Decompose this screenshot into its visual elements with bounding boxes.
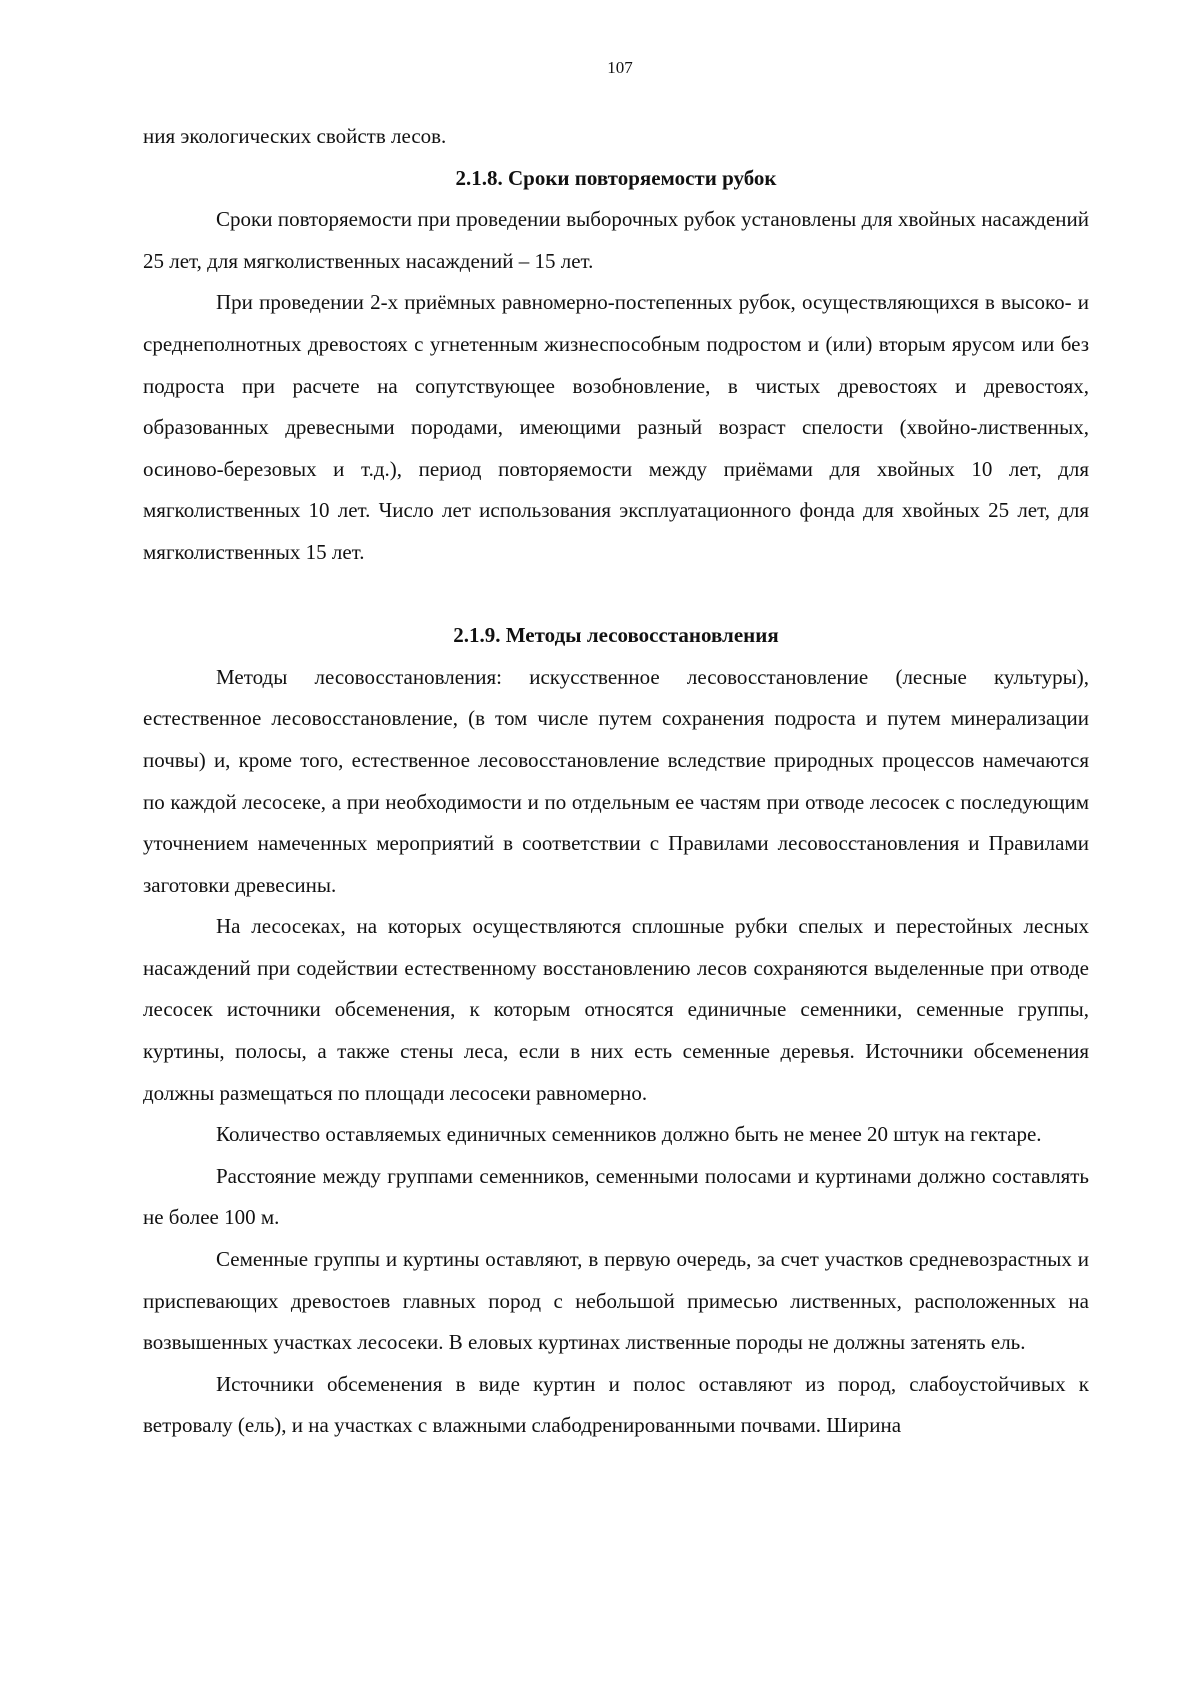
page-content [143, 116, 1089, 1447]
paragraph: При проведении 2-х приёмных равномерно-постепенных рубок, осуществляющихся в высоко- и среднеполнотных древостоях с угнетенным жизнеспособным подростом и (или) вторым ярусом или без подроста при расчете на сопутствующее возобновление, в чистых древостоях и древостоях, образованных древесными породами, имеющими разный возраст спелости (хвойно-лиственных, осиново-березовых и т.д.), период повторяемости между приёмами для хвойных 10 лет, для мягколиственных 10 лет. Число лет использования эксплуатационного фонда для хвойных 25 лет, для мягколиственных 15 лет. [143, 290, 1089, 564]
paragraph: Сроки повторяемости при проведении выборочных рубок установлены для хвойных насаждений 25 лет, для мягколиственных насаждений – 15 лет. [143, 207, 1089, 273]
paragraph: Количество оставляемых единичных семенников должно быть не менее 20 штук на гектаре. [216, 1122, 1042, 1147]
continuation-paragraph: ния экологических свойств лесов. [143, 124, 447, 148]
page-number: 107 [607, 58, 633, 77]
paragraph: На лесосеках, на которых осуществляются сплошные рубки спелых и перестойных лесных насаждений при содействии естественному восстановлению лесов сохраняются выделенные при отводе лесосек источники обсеменения, к которым относятся единичные семенники, семенные группы, куртины, полосы, а также стены леса, если в них есть семенные деревья. Источники обсеменения должны размещаться по площади лесосеки равномерно. [143, 914, 1089, 1105]
section-heading-2-1-8: 2.1.8. Сроки повторяемости рубок [455, 165, 777, 190]
paragraph: Семенные группы и куртины оставляют, в первую очередь, за счет участков средневозрастных и приспевающих древостоев главных пород с небольшой примесью лиственных, расположенных на возвышенных участках лесосеки. В еловых куртинах лиственные породы не должны затенять ель. [143, 1247, 1089, 1355]
paragraph: Расстояние между группами семенников, семенными полосами и куртинами должно составлять не более 100 м. [143, 1163, 1089, 1230]
paragraph: Методы лесовосстановления: искусственное лесовосстановление (лесные культуры), естественное лесовосстановление, (в том числе путем сохранения подроста и путем минерализации почвы) и, кроме того, естественное лесовосстановление вследствие природных процессов намечаются по каждой лесосеке, а при необходимости и по отдельным ее частям при отводе лесосек с последующим уточнением намеченных мероприятий в соответствии с Правилами лесовосстановления и Правилами заготовки древесины. [143, 664, 1089, 897]
paragraph: Источники обсеменения в виде куртин и полос оставляют из пород, слабоустойчивых к ветровалу (ель), и на участках с влажными слабодренированными почвами. Ширина [143, 1371, 1089, 1438]
section-heading-2-1-9: 2.1.9. Методы лесовосстановления [453, 623, 779, 648]
